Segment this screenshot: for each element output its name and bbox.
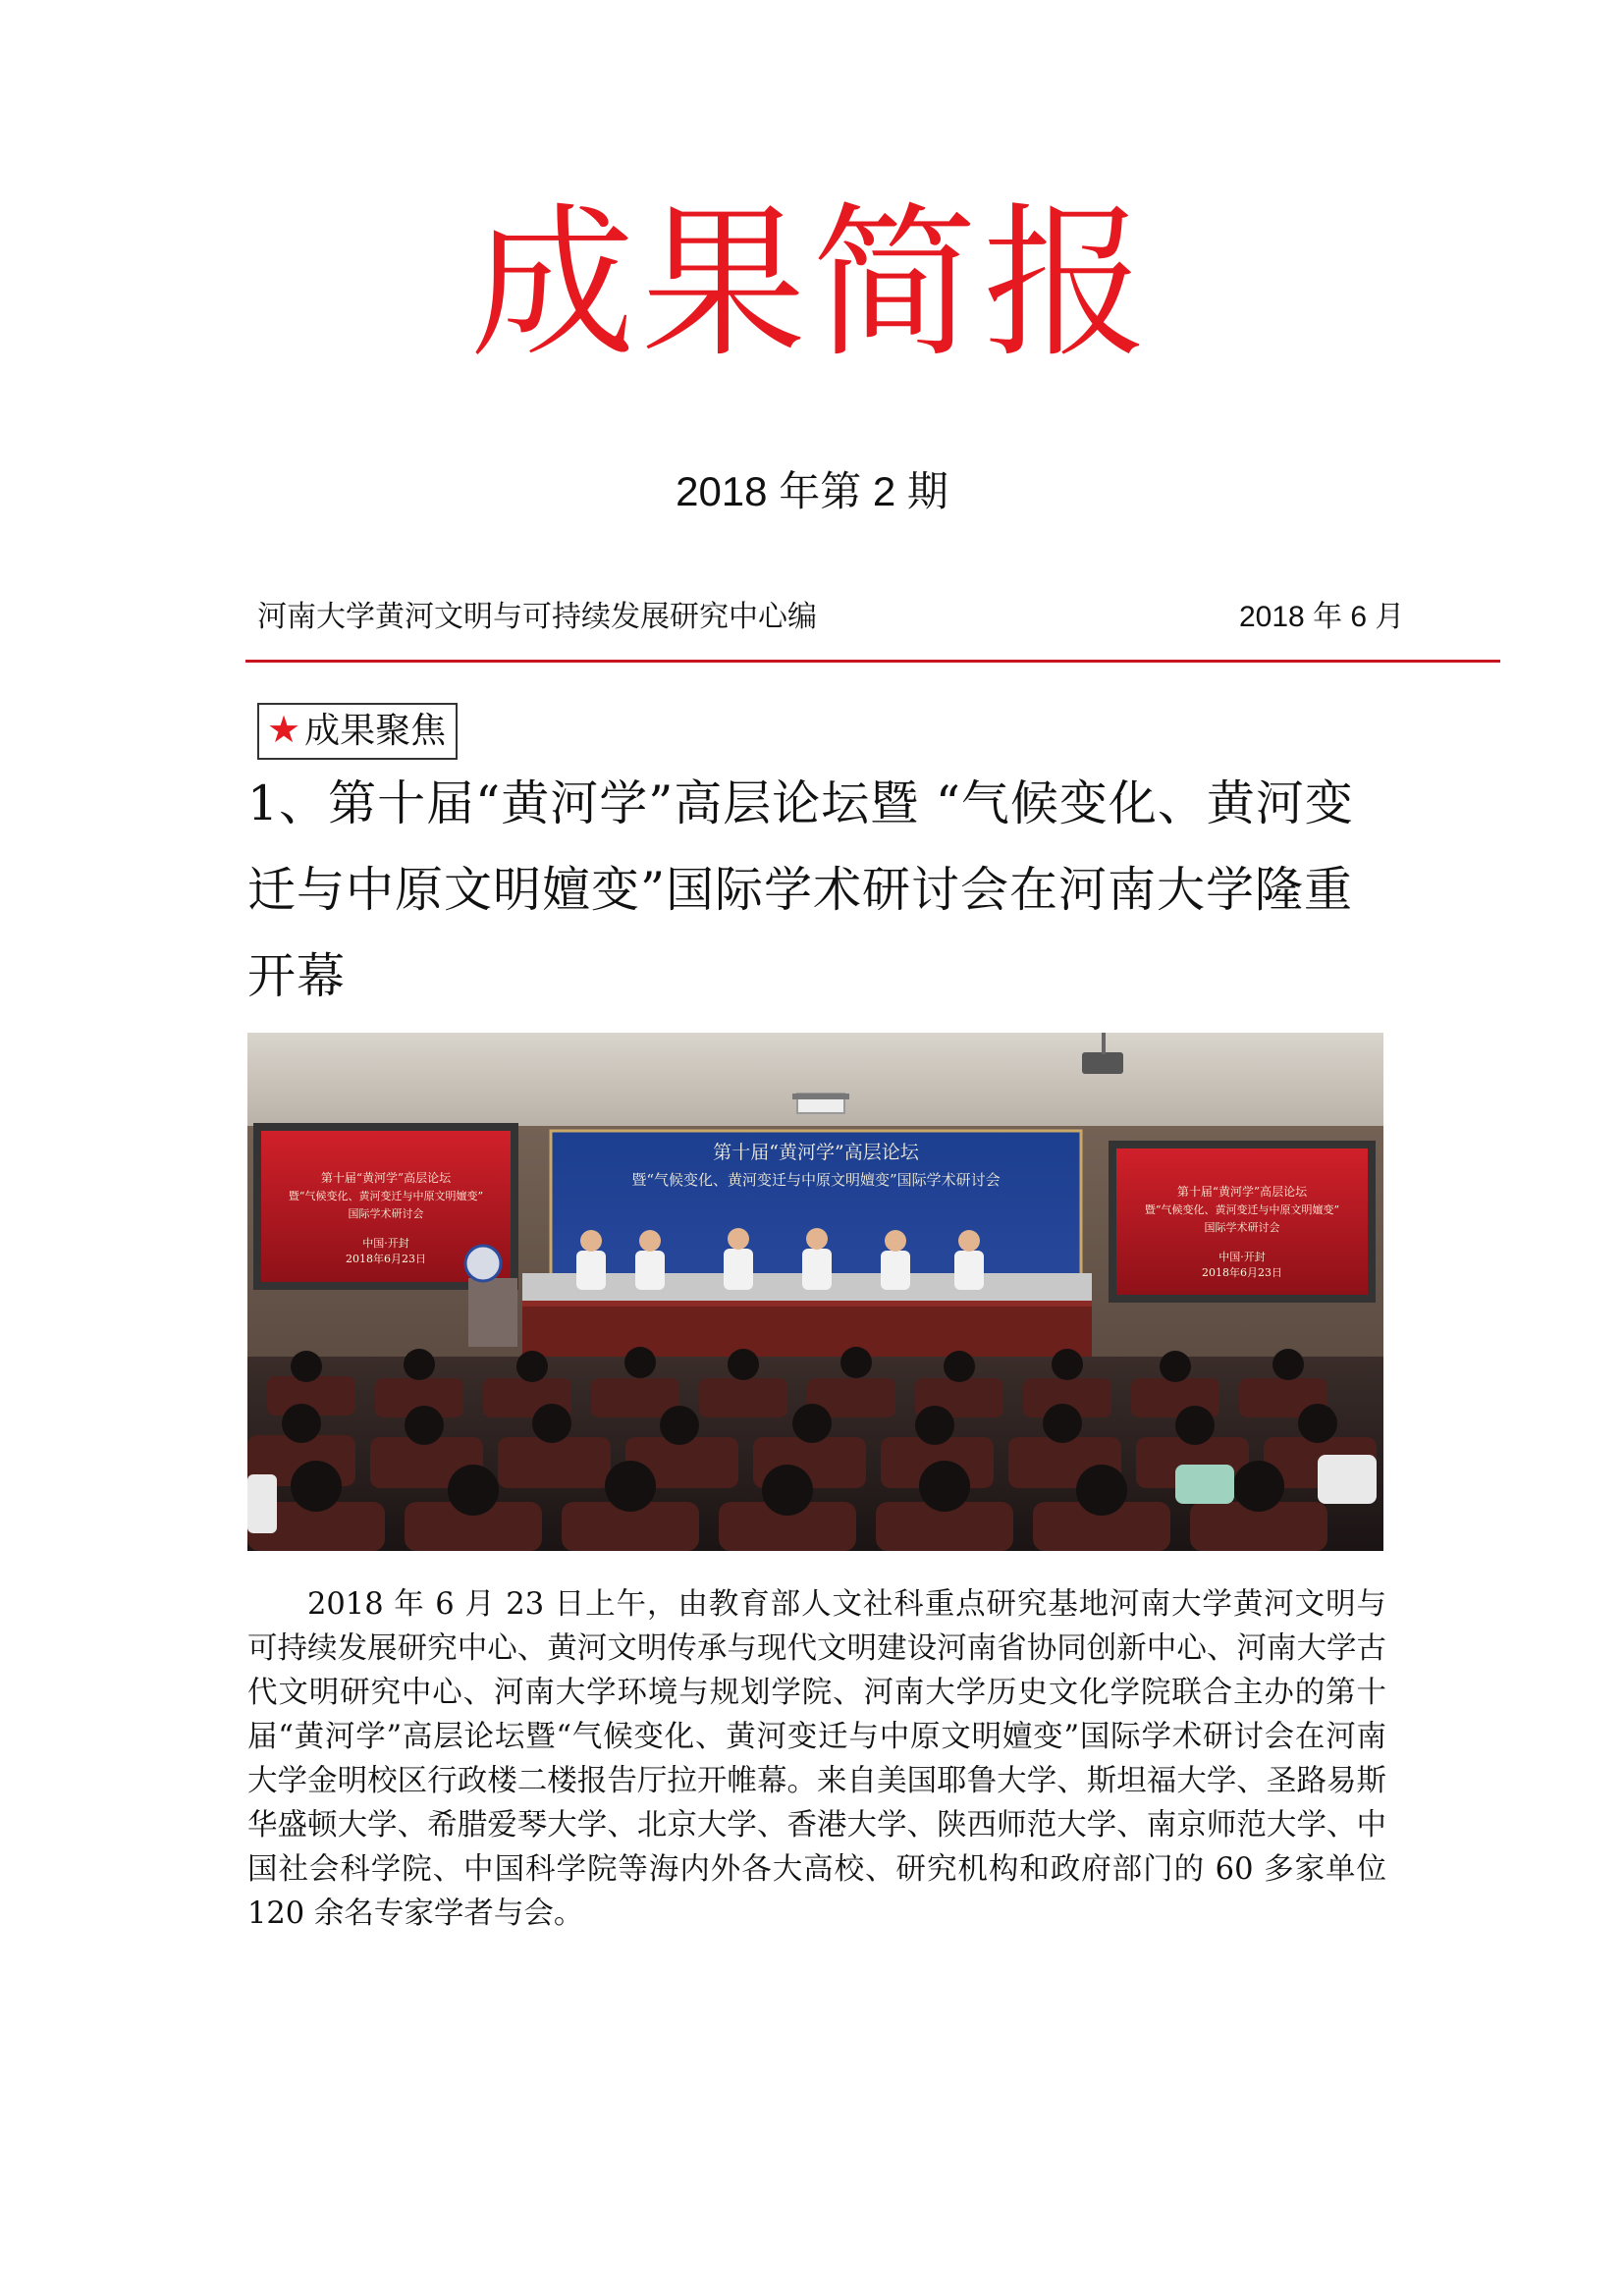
photo-right-screen-date: 2018年6月23日 bbox=[1202, 1266, 1282, 1279]
photo-right-screen-line3: 国际学术研讨会 bbox=[1204, 1221, 1280, 1234]
photo-left-screen-date: 2018年6月23日 bbox=[346, 1253, 426, 1265]
photo-left-screen-line3: 国际学术研讨会 bbox=[348, 1207, 424, 1220]
header-divider bbox=[245, 660, 1500, 663]
photo-left-screen-place: 中国·开封 bbox=[362, 1237, 409, 1250]
publication-date: 2018 年 6 月 bbox=[1239, 601, 1405, 633]
photo-right-screen-line2: 暨“气候变化、黄河变迁与中原文明嬗变” bbox=[1144, 1203, 1340, 1216]
section-badge-label: 成果聚焦 bbox=[304, 711, 447, 751]
photo-left-screen-line1: 第十届“黄河学”高层论坛 bbox=[320, 1171, 452, 1185]
photo-banner-title: 第十届“黄河学”高层论坛 bbox=[713, 1142, 919, 1163]
editor-line: 河南大学黄河文明与可持续发展研究中心编 bbox=[257, 600, 817, 634]
masthead-title: 成果简报 bbox=[470, 187, 1154, 380]
section-badge bbox=[257, 703, 458, 760]
conference-photo bbox=[247, 1033, 1383, 1551]
issue-number: 2018 年第 2 期 bbox=[676, 468, 948, 514]
article-headline: 1、第十届“黄河学”高层论坛暨 “气候变化、黄河变迁与中原文明嬗变”国际学术研讨会在河南大学隆重开幕 bbox=[247, 775, 1354, 1004]
photo-right-screen-line1: 第十届“黄河学”高层论坛 bbox=[1176, 1185, 1308, 1199]
article-body: 2018 年 6 月 23 日上午，由教育部人文社科重点研究基地河南大学黄河文明与可持续发展研究中心、黄河文明传承与现代文明建设河南省协同创新中心、河南大学古代文明研究中心、河南大学环境与规划学院、河南大学历史文化学院联合主办的第十届“黄河学”高层论坛暨“气候变化、黄河变迁与中原文明嬗变”国际学术研讨会在河南大学金明校区行政楼二楼报告厅拉开帷幕。来自美国耶鲁大学、斯坦福大学、圣路易斯华盛顿大学、希腊爱琴大学、北京大学、香港大学、陕西师范大学、南京师范大学、中国社会科学院、中国科学院等海内外各大高校、研究机构和政府部门的 60 多家单位 120 余名专家学者与会。 bbox=[247, 1587, 1386, 1931]
star-icon: ★ bbox=[267, 708, 301, 751]
photo-right-screen-place: 中国·开封 bbox=[1218, 1251, 1266, 1263]
photo-left-screen-line2: 暨“气候变化、黄河变迁与中原文明嬗变” bbox=[288, 1190, 484, 1202]
photo-banner-subtitle: 暨“气候变化、黄河变迁与中原文明嬗变”国际学术研讨会 bbox=[631, 1171, 1001, 1189]
